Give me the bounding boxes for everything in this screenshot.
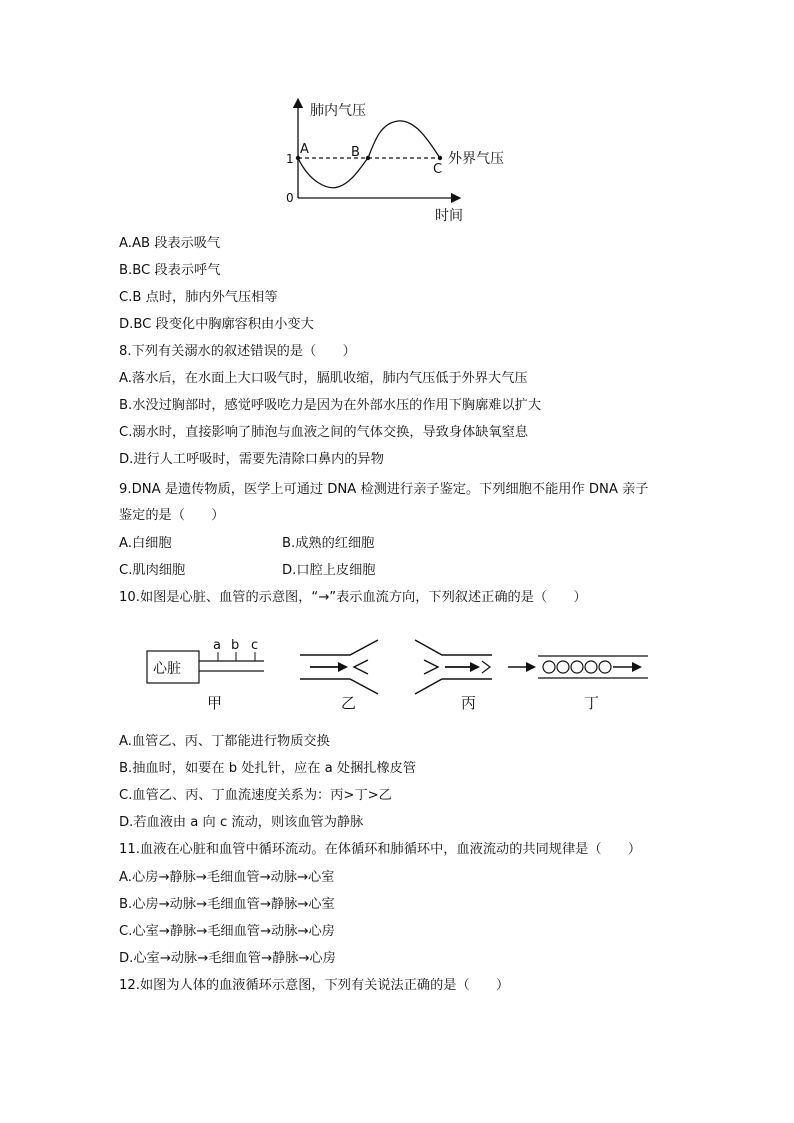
blood-cell: [557, 661, 569, 673]
lung-pressure-graph: [270, 95, 530, 230]
flow-arrow-bing-head: [470, 662, 480, 672]
q11-option-d: D.心室→动脉→毛细血管→静脉→心房: [119, 951, 336, 966]
q10-option-d: D.若血液由 a 向 c 流动，则该血管为静脉: [119, 815, 364, 830]
q10-stem: 10.如图是心脏、血管的示意图，“→”表示血流方向，下列叙述正确的是（ ）: [119, 590, 587, 605]
blood-cell: [543, 661, 555, 673]
q9-option-c: C.肌肉细胞: [119, 563, 186, 578]
q10-option-b: B.抽血时，如要在 b 处扎针，应在 a 处捆扎橡皮管: [119, 761, 417, 776]
point-c-label: C: [433, 162, 443, 177]
blood-cell: [571, 661, 583, 673]
label-c: c: [251, 638, 259, 653]
q7-option-c: C.B 点时，肺内外气压相等: [119, 290, 278, 305]
q9-option-a: A.白细胞: [119, 536, 172, 551]
q9-stem-line1: 9.DNA 是遗传物质，医学上可通过 DNA 检测进行亲子鉴定。下列细胞不能用作 DNA 亲子: [119, 482, 649, 497]
tick-zero: 0: [286, 191, 294, 205]
vessel-bing-tip: [482, 661, 490, 673]
q11-option-b: B.心房→动脉→毛细血管→静脉→心室: [119, 897, 335, 912]
q8-option-d: D.进行人工呼吸时，需要先清除口鼻内的异物: [119, 452, 384, 467]
outside-pressure-label: 外界气压: [448, 151, 504, 167]
q11-option-c: C.心室→静脉→毛细血管→动脉→心房: [119, 924, 335, 939]
blood-cell: [585, 661, 597, 673]
flow-arrow-ding-in-head: [526, 662, 536, 672]
label-a: a: [213, 638, 221, 653]
label-ding: 丁: [584, 694, 600, 712]
q11-stem: 11.血液在心脏和血管中循环流动。在体循环和肺循环中，血液流动的共同规律是（ ）: [119, 842, 642, 857]
q11-option-a: A.心房→静脉→毛细血管→动脉→心室: [119, 870, 335, 885]
pressure-curve: [298, 121, 443, 188]
q9-stem-line2: 鉴定的是（ ）: [119, 508, 225, 523]
label-b: b: [231, 638, 240, 653]
q8-option-b: B.水没过胸部时，感觉呼吸吃力是因为在外部水压的作用下胸廓难以扩大: [119, 398, 542, 413]
q7-option-b: B.BC 段表示呼气: [119, 263, 221, 278]
point-c-dot: [438, 156, 442, 160]
label-jia: 甲: [207, 694, 223, 712]
q9-option-d: D.口腔上皮细胞: [282, 563, 376, 578]
y-axis-label: 肺内气压: [310, 103, 366, 119]
blood-cell: [599, 661, 611, 673]
q7-option-d: D.BC 段变化中胸廓容积由小变大: [119, 317, 314, 332]
q8-option-a: A.落水后，在水面上大口吸气时，膈肌收缩，肺内气压低于外界大气压: [119, 371, 528, 386]
label-bing: 丙: [461, 694, 477, 712]
q8-option-c: C.溺水时，直接影响了肺泡与血液之间的气体交换，导致身体缺氧窒息: [119, 425, 529, 440]
q12-stem: 12.如图为人体的血液循环示意图，下列有关说法正确的是（ ）: [119, 978, 510, 993]
flow-arrow-ding-out-head: [632, 662, 642, 672]
q8-stem: 8.下列有关溺水的叙述错误的是（ ）: [119, 344, 356, 359]
q10-option-a: A.血管乙、丙、丁都能进行物质交换: [119, 734, 330, 749]
heart-label: 心脏: [153, 661, 181, 677]
point-b-label: B: [351, 145, 360, 160]
tick-one: 1: [286, 152, 294, 166]
q10-option-c: C.血管乙、丙、丁血流速度关系为：丙>丁>乙: [119, 788, 392, 803]
point-a-label: A: [300, 142, 309, 157]
q9-option-b: B.成熟的红细胞: [282, 536, 375, 551]
flow-arrow-yi-head: [338, 662, 348, 672]
q7-option-a: A.AB 段表示吸气: [119, 236, 221, 251]
label-yi: 乙: [341, 694, 357, 712]
vessel-diagram: [140, 630, 660, 715]
x-axis-label: 时间: [435, 208, 463, 224]
point-b-dot: [366, 156, 370, 160]
